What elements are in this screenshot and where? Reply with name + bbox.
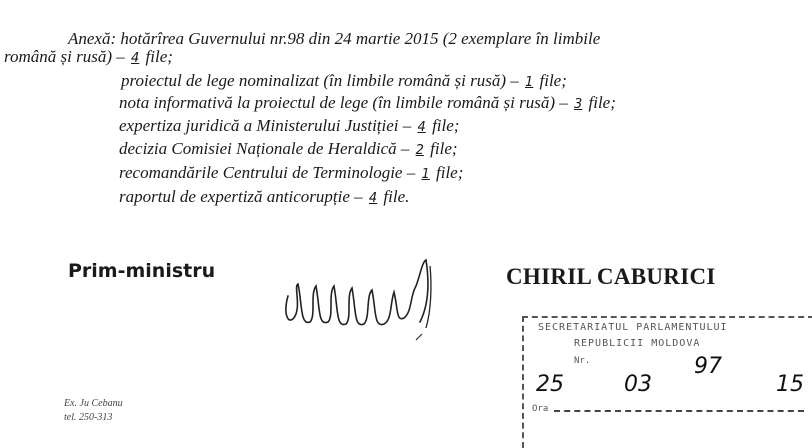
- annex-line-2-count: 4: [131, 51, 140, 66]
- annex-item-suffix: file;: [430, 139, 458, 158]
- annex-item-suffix: file;: [436, 163, 464, 182]
- annex-item-text: nota informativă la proiectul de lege (în limbile română și rusă) –: [119, 93, 568, 112]
- annex-item-count: 4: [417, 120, 426, 135]
- annex-item-count: 1: [524, 75, 534, 90]
- registration-stamp: [522, 316, 812, 448]
- stamp-country: REPUBLICII MOLDOVA: [574, 338, 701, 349]
- annex-item: [119, 186, 409, 210]
- stamp-divider: [554, 410, 804, 412]
- annex-line-2-suffix: file;: [145, 47, 173, 66]
- annex-item-text: recomandările Centrului de Terminologie –: [119, 163, 416, 182]
- stamp-institution: SECRETARIATUL PARLAMENTULUI: [538, 322, 728, 333]
- annex-item-count: 1: [421, 167, 430, 182]
- annex-item-text: decizia Comisiei Naționale de Heraldică –: [119, 139, 410, 158]
- annex-item: [119, 162, 463, 186]
- executor-phone: tel. 250-313: [64, 412, 113, 423]
- annex-item: [119, 115, 459, 139]
- annex-item-text: expertiza juridică a Ministerului Justiției –: [119, 116, 412, 135]
- handwritten-signature: [280, 256, 450, 346]
- annex-item-suffix: file.: [383, 187, 410, 206]
- annex-item: [119, 92, 616, 116]
- annex-item-suffix: file;: [432, 116, 460, 135]
- annex-item-suffix: file;: [539, 71, 567, 90]
- stamp-date-day: 25: [536, 372, 564, 397]
- stamp-number-label: Nr.: [574, 356, 591, 366]
- annex-item-count: 3: [573, 97, 583, 112]
- annex-item-count: 4: [368, 191, 378, 206]
- annex-item-text: raportul de expertiză anticorupție –: [119, 187, 363, 206]
- annex-item-count: 2: [415, 143, 424, 158]
- annex-line-2: [4, 46, 173, 70]
- annex-item: [119, 138, 458, 162]
- executor-name: Ex. Ju Cebanu: [64, 398, 123, 409]
- stamp-time-label: Ora: [532, 404, 549, 414]
- annex-line-1: Anexă: hotărîrea Guvernului nr.98 din 24 martie 2015 (2 exemplare în limbile: [68, 29, 601, 48]
- annex-item-text: proiectul de lege nominalizat (în limbile română și rusă) –: [121, 71, 519, 90]
- stamp-date-month: 03: [624, 372, 652, 397]
- signatory-title: Prim-ministru: [68, 260, 216, 282]
- stamp-date-year: 15: [776, 372, 804, 397]
- annex-item-suffix: file;: [588, 93, 616, 112]
- signatory-name: CHIRIL CABURICI: [506, 264, 716, 289]
- stamp-number: 97: [694, 354, 722, 379]
- annex-line-2-text: română și rusă) –: [4, 47, 125, 66]
- annex-item: [121, 70, 567, 94]
